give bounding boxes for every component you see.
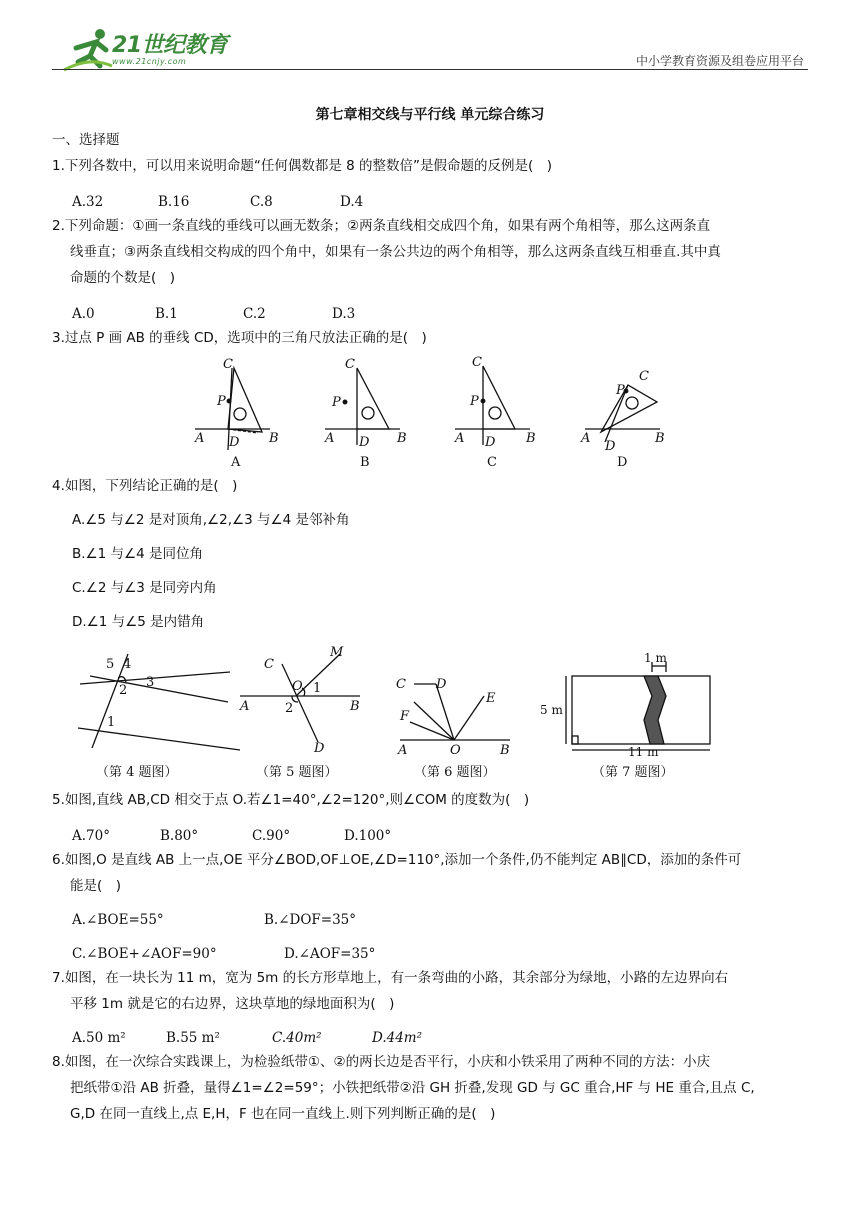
svg-text:C: C xyxy=(639,369,649,384)
q6-option-c: C.∠BOE+∠AOF=90° xyxy=(72,946,217,962)
platform-name: 中小学教育资源及组卷应用平台 xyxy=(635,54,804,68)
svg-text:3: 3 xyxy=(146,675,155,690)
svg-text:C: C xyxy=(264,657,274,672)
q2-line3: 命题的个数是( ) xyxy=(70,270,176,286)
q2-option-c: C.2 xyxy=(243,306,266,322)
q6-line1: 6.如图,O 是直线 AB 上一点,OE 平分∠BOD,OF⊥OE,∠D=110°,添加一个条件,仍不能判定 AB∥CD，添加的条件可 xyxy=(52,852,742,868)
q5-stem: 5.如图,直线 AB,CD 相交于点 O.若∠1=40°,∠2=120°,则∠COM 的度数为( ) xyxy=(52,792,530,808)
caption-fig4: （第 4 题图） xyxy=(96,765,178,780)
svg-text:C: C xyxy=(472,355,482,370)
q5-option-c: C.90° xyxy=(252,828,291,844)
svg-text:B: B xyxy=(269,431,279,446)
svg-text:C: C xyxy=(487,455,497,470)
svg-text:2: 2 xyxy=(285,701,294,716)
svg-text:C: C xyxy=(396,677,406,692)
figure-4 xyxy=(78,654,240,750)
header-divider xyxy=(52,69,808,70)
svg-text:M: M xyxy=(330,645,344,660)
svg-text:F: F xyxy=(400,709,410,724)
figure-7 xyxy=(540,651,710,759)
svg-text:D: D xyxy=(485,435,496,450)
svg-text:A: A xyxy=(240,699,250,714)
q7-option-c: C.40m² xyxy=(272,1030,322,1046)
q6-option-a: A.∠BOE=55° xyxy=(72,912,164,928)
q3-figure-b xyxy=(324,357,407,470)
svg-text:D: D xyxy=(605,439,616,454)
svg-text:A: A xyxy=(455,431,465,446)
q5-option-a: A.70° xyxy=(72,828,110,844)
caption-fig7: （第 7 题图） xyxy=(592,765,674,780)
svg-text:A: A xyxy=(581,431,591,446)
svg-text:4: 4 xyxy=(123,657,132,672)
svg-text:B: B xyxy=(397,431,407,446)
q6-line2: 能是( ) xyxy=(70,878,122,894)
q4-option-b: B.∠1 与∠4 是同位角 xyxy=(72,546,204,562)
svg-text:D: D xyxy=(359,435,370,450)
svg-text:5 m: 5 m xyxy=(540,703,563,717)
q1-option-d: D.4 xyxy=(340,194,364,210)
runner-icon xyxy=(60,26,114,72)
svg-text:A: A xyxy=(325,431,335,446)
svg-text:D: D xyxy=(436,677,447,692)
q1-option-a: A.32 xyxy=(72,194,104,210)
svg-text:A: A xyxy=(195,431,205,446)
logo-url: www.21cnjy.com xyxy=(112,57,187,66)
caption-fig6: （第 6 题图） xyxy=(414,765,496,780)
q8-line3: G,D 在同一直线上,点 E,H，F 也在同一直线上.则下列判断正确的是( ) xyxy=(70,1106,496,1122)
svg-text:1: 1 xyxy=(313,681,322,696)
q4-stem: 4.如图，下列结论正确的是( ) xyxy=(52,478,238,494)
q3-stem: 3.过点 P 画 AB 的垂线 CD，选项中的三角尺放法正确的是( ) xyxy=(52,330,427,346)
svg-text:O: O xyxy=(450,743,461,758)
svg-text:E: E xyxy=(486,691,496,706)
caption-fig5: （第 5 题图） xyxy=(256,765,338,780)
logo-text: 21世纪教育 xyxy=(112,33,228,58)
figure-5 xyxy=(239,645,360,756)
q1-stem: 1.下列各数中，可以用来说明命题“任何偶数都是 8 的整数倍”是假命题的反例是( ) xyxy=(52,158,553,174)
svg-text:11 m: 11 m xyxy=(628,745,659,759)
q4-option-c: C.∠2 与∠3 是同旁内角 xyxy=(72,580,217,596)
svg-text:D: D xyxy=(229,435,240,450)
svg-text:5: 5 xyxy=(106,657,115,672)
q8-line2: 把纸带①沿 AB 折叠，量得∠1=∠2=59°；小铁把纸带②沿 GH 折叠,发现 GD 与 GC 重合,HF 与 HE 重合,且点 C, xyxy=(70,1080,755,1096)
q8-line1: 8.如图，在一次综合实践课上，为检验纸带①、②的两长边是否平行，小庆和小铁采用了两种不同的方法：小庆 xyxy=(52,1054,711,1070)
q7-line2: 平移 1m 就是它的右边界，这块草地的绿地面积为( ) xyxy=(70,996,395,1012)
q7-option-b: B.55 m² xyxy=(166,1030,220,1046)
svg-text:D: D xyxy=(617,455,628,470)
q3-figure-a xyxy=(194,357,279,470)
q7-line1: 7.如图，在一块长为 11 m，宽为 5m 的长方形草地上，有一条弯曲的小路，其余部分为绿地，小路的左边界向右 xyxy=(52,970,729,986)
section-heading: 一、选择题 xyxy=(52,132,120,148)
svg-text:A: A xyxy=(398,743,408,758)
q2-option-b: B.1 xyxy=(155,306,178,322)
q7-option-a: A.50 m² xyxy=(72,1030,126,1046)
q6-option-b: B.∠DOF=35° xyxy=(264,912,357,928)
svg-text:C: C xyxy=(223,357,233,372)
q3-figure-d xyxy=(580,369,665,470)
q1-option-b: B.16 xyxy=(158,194,190,210)
svg-text:B: B xyxy=(500,743,510,758)
page-title: 第七章相交线与平行线 单元综合练习 xyxy=(315,107,545,123)
svg-text:A: A xyxy=(231,455,241,470)
svg-text:2: 2 xyxy=(119,683,128,698)
svg-text:B: B xyxy=(526,431,536,446)
svg-text:P: P xyxy=(332,395,341,410)
q1-option-c: C.8 xyxy=(250,194,273,210)
q2-option-a: A.0 xyxy=(72,306,95,322)
q7-option-d: D.44m² xyxy=(372,1030,423,1046)
svg-text:O: O xyxy=(292,679,303,694)
q5-option-b: B.80° xyxy=(160,828,199,844)
q2-line2: 线垂直；③两条直线相交构成的四个角中，如果有一条公共边的两个角相等，那么这两条直线互相垂直.其中真 xyxy=(70,244,721,260)
q5-option-d: D.100° xyxy=(344,828,392,844)
q3-figure-c xyxy=(454,355,536,470)
svg-text:1 m: 1 m xyxy=(644,651,667,665)
q3-figures xyxy=(185,350,695,472)
svg-text:B: B xyxy=(655,431,665,446)
q2-option-d: D.3 xyxy=(332,306,356,322)
figures-row xyxy=(60,644,740,786)
svg-text:P: P xyxy=(616,383,625,398)
svg-text:C: C xyxy=(345,357,355,372)
svg-text:B: B xyxy=(360,455,370,470)
svg-text:1: 1 xyxy=(107,715,116,730)
svg-text:P: P xyxy=(217,394,226,409)
svg-text:B: B xyxy=(350,699,360,714)
q2-line1: 2.下列命题：①画一条直线的垂线可以画无数条；②两条直线相交成四个角，如果有两个角相等，那么这两条直 xyxy=(52,218,711,234)
figure-6 xyxy=(396,677,510,758)
svg-text:D: D xyxy=(314,741,325,756)
q6-option-d: D.∠AOF=35° xyxy=(284,946,376,962)
svg-text:P: P xyxy=(470,394,479,409)
q4-option-a: A.∠5 与∠2 是对顶角,∠2,∠3 与∠4 是邻补角 xyxy=(72,512,350,528)
q4-option-d: D.∠1 与∠5 是内错角 xyxy=(72,614,205,630)
